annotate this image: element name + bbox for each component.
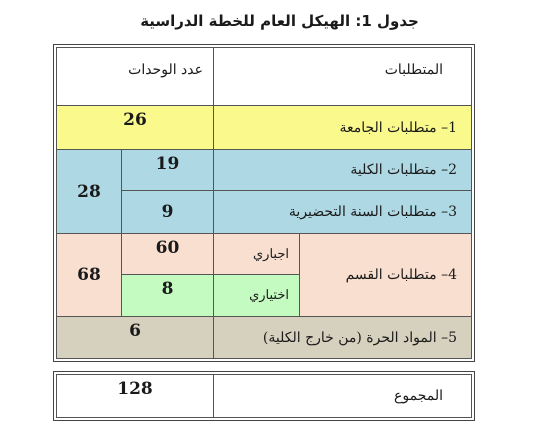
total-label: المجموع (213, 374, 472, 418)
college-prep-total: 28 (56, 149, 122, 234)
total-value: 128 (56, 374, 214, 418)
row-college-label: 2– متطلبات الكلية (213, 149, 472, 191)
row-department-mandatory-value: 60 (121, 233, 214, 275)
row-free-label: 5– المواد الحرة (من خارج الكلية) (213, 316, 472, 359)
header-requirements: المتطلبات (213, 47, 472, 106)
row-free-value: 6 (56, 316, 214, 359)
row-department-mandatory-label: اجباري (213, 233, 300, 275)
row-university-value: 26 (56, 105, 214, 150)
row-department-label: 4– متطلبات القسم (299, 233, 472, 317)
row-college-value: 19 (121, 149, 214, 191)
row-department-elective-label: اختياري (213, 274, 300, 317)
row-prep-year-label: 3– متطلبات السنة التحضيرية (213, 190, 472, 234)
row-department-elective-value: 8 (121, 274, 214, 317)
department-total: 68 (56, 233, 122, 317)
row-prep-year-value: 9 (121, 190, 214, 234)
table-title: جدول 1: الهيكل العام للخطة الدراسية (140, 12, 419, 30)
header-units: عدد الوحدات (56, 47, 214, 106)
row-university-label: 1– متطلبات الجامعة (213, 105, 472, 150)
